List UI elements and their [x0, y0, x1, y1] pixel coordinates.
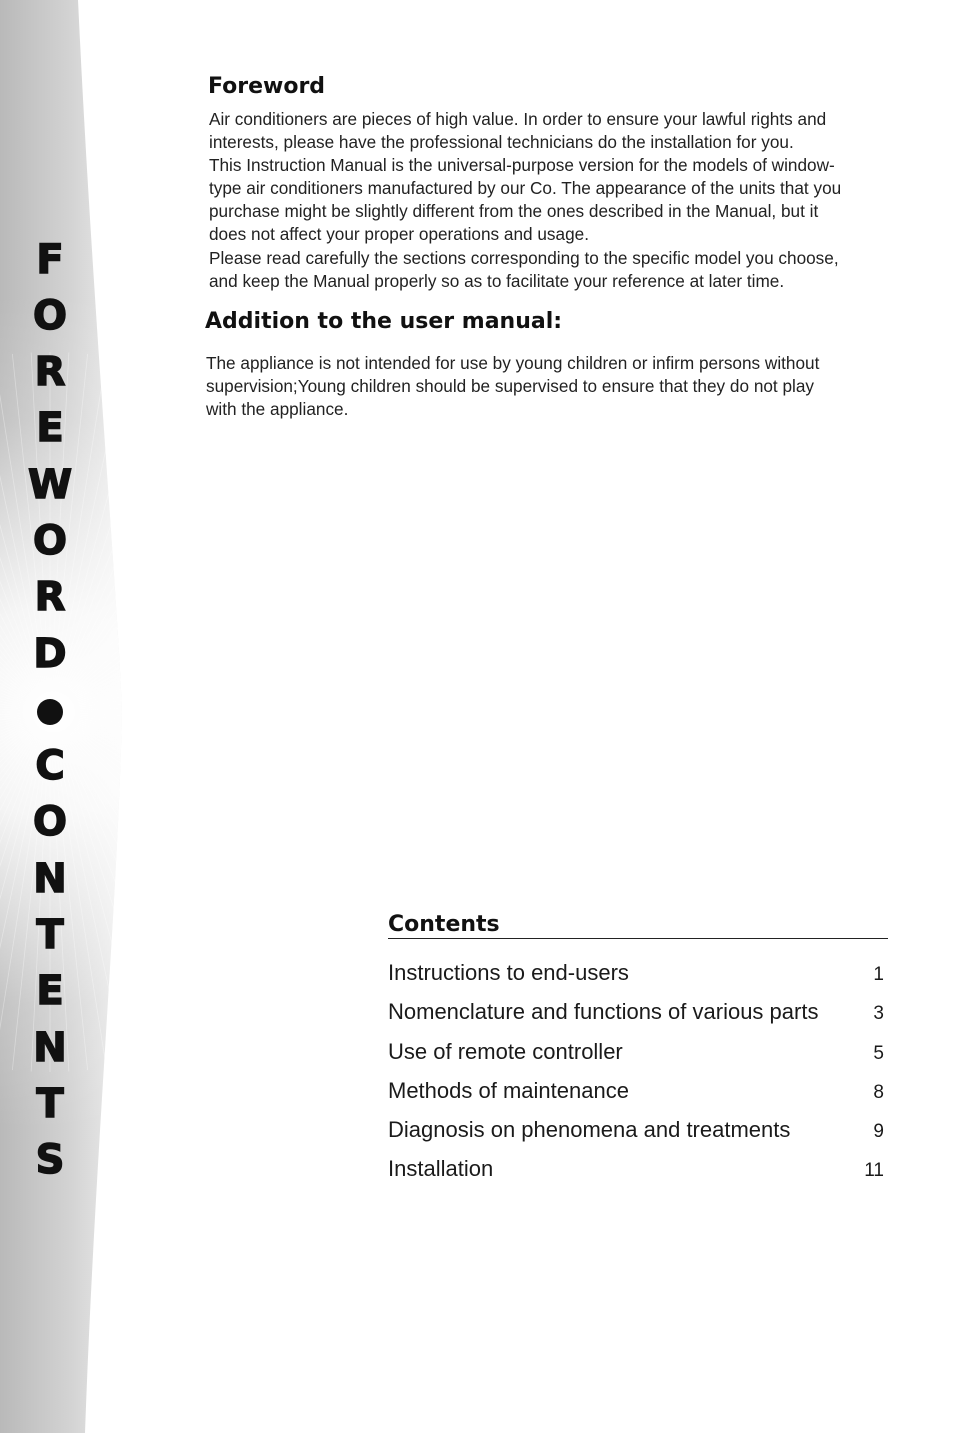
toc-entry[interactable]: [388, 1117, 884, 1147]
foreword-line: type air conditioners manufactured by our Co. The appearance of the units that you: [209, 178, 842, 199]
toc-entry-page: 8: [873, 1082, 884, 1103]
foreword-line: does not affect your proper operations and usage.: [209, 224, 589, 245]
addition-line: supervision;Young children should be supervised to ensure that they do not play: [206, 376, 815, 397]
toc-entry-page: 3: [873, 1003, 884, 1024]
toc-entry-label: Nomenclature and functions of various parts: [388, 999, 819, 1024]
toc-entry[interactable]: [388, 1039, 884, 1069]
addition-title: Addition to the user manual:: [205, 309, 563, 334]
toc-entry-label: Installation: [388, 1156, 494, 1181]
addition-text: [206, 352, 906, 421]
toc-entry-label: Diagnosis on phenomena and treatments: [388, 1117, 791, 1142]
sidebar-letter: N: [33, 856, 67, 902]
contents-divider: [388, 938, 888, 939]
toc-entry[interactable]: [388, 960, 884, 990]
sidebar-letter: F: [36, 237, 64, 283]
foreword-line: Please read carefully the sections corresponding to the specific model you choose,: [209, 247, 839, 268]
addition-line: with the appliance.: [206, 399, 349, 420]
toc-entry-page: 11: [864, 1160, 884, 1181]
sidebar-band: [0, 0, 130, 1433]
foreword-line: purchase might be slightly different from the ones described in the Manual, but it: [209, 201, 819, 222]
addition-line: The appliance is not intended for use by young children or infirm persons without: [206, 353, 820, 373]
sidebar-letter: O: [32, 293, 68, 339]
contents-title: Contents: [388, 912, 500, 937]
foreword-title: Foreword: [208, 74, 326, 99]
sidebar-letter: N: [33, 1025, 67, 1071]
toc-entry[interactable]: [388, 1156, 884, 1186]
sidebar-letter: O: [32, 799, 68, 845]
toc-entry[interactable]: [388, 999, 884, 1029]
foreword-line: interests, please have the professional technicians do the installation for you.: [209, 132, 794, 153]
sidebar-letter: W: [27, 462, 73, 508]
bullet-dot-icon: [37, 699, 63, 725]
toc-entry-label: Instructions to end-users: [388, 960, 629, 985]
toc-entry-label: Use of remote controller: [388, 1039, 623, 1064]
sidebar-letter: R: [34, 349, 66, 395]
toc-entry-page: 1: [873, 964, 884, 985]
toc-entry-page: 5: [873, 1043, 884, 1064]
sidebar-letter: R: [34, 574, 66, 620]
toc-entry-page: 9: [873, 1121, 884, 1142]
toc-entry-label: Methods of maintenance: [388, 1078, 629, 1103]
sidebar-letter: D: [33, 631, 67, 677]
toc-entry[interactable]: [388, 1078, 884, 1108]
sidebar-letter: E: [36, 405, 64, 451]
sidebar-letter: S: [35, 1137, 65, 1183]
foreword-line: and keep the Manual properly so as to facilitate your reference at later time.: [209, 270, 785, 291]
sidebar-letter: C: [35, 743, 65, 789]
sidebar-title-letters: [0, 0, 100, 1433]
sidebar-letter: O: [32, 518, 68, 564]
sidebar-letter: T: [36, 1081, 64, 1127]
sidebar-letter: T: [36, 912, 64, 958]
foreword-line: This Instruction Manual is the universal-purpose version for the models of window-: [209, 155, 835, 176]
sidebar-letter: E: [36, 968, 64, 1014]
foreword-line: Air conditioners are pieces of high value. In order to ensure your lawful rights and: [209, 109, 827, 129]
foreword-text: [209, 108, 909, 293]
